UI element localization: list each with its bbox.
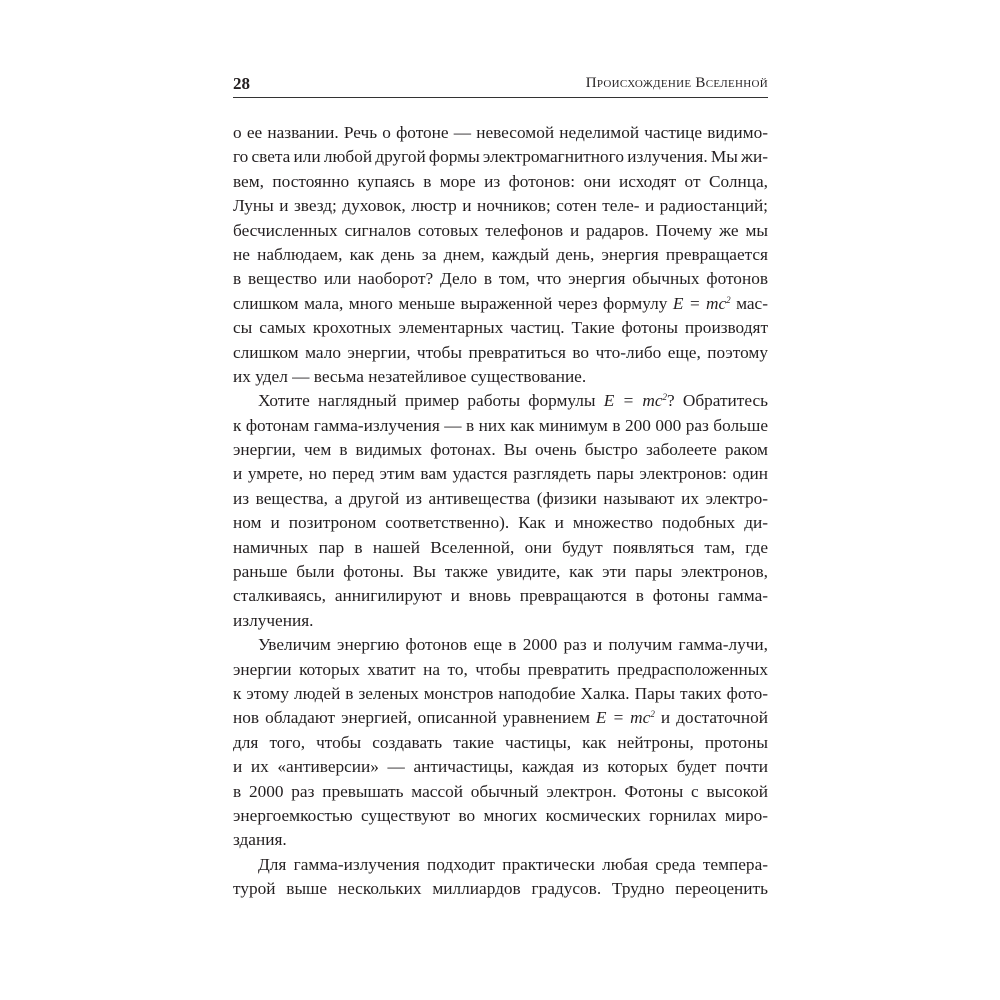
- formula-exponent: 2: [662, 392, 667, 403]
- body-text: [233, 121, 768, 902]
- formula: [673, 294, 731, 313]
- line-segment: и достаточной: [654, 708, 769, 728]
- text-line: [233, 389, 768, 413]
- text-line: раньше были фотоны. Вы также увидите, как эти пары электронов,: [233, 562, 768, 582]
- text-line: к этому людей в зеленых монстров наподобие Халка. Пары таких фото-: [233, 683, 768, 703]
- line-segment: мас-: [730, 293, 768, 313]
- line-segment: нов обладают энергией, описанной уравнением: [233, 708, 596, 728]
- text-line: Увеличим энергию фотонов еще в 2000 раз и получим гамма-лучи,: [258, 635, 768, 655]
- text-line: энергии, чем в видимых фотонах. Вы очень быстро заболеете раком: [233, 440, 768, 460]
- text-line: и их «антиверсии» — античастицы, каждая из которых будет почти: [233, 757, 768, 777]
- formula-exponent: 2: [650, 709, 655, 720]
- text-line: о ее названии. Речь о фотоне — невесомой неделимой частице видимо-: [233, 123, 768, 142]
- text-line: го света или любой другой формы электромагнитного излучения. Мы жи-: [233, 147, 768, 167]
- text-line: и умрете, но перед этим вам удастся разглядеть пары электронов: один: [233, 464, 768, 484]
- page-number: 28: [233, 74, 250, 93]
- running-header: [233, 74, 768, 96]
- text-line: сталкиваясь, аннигилируют и вновь превращаются в фотоны гамма-: [233, 586, 768, 606]
- text-line: к фотонам гамма-излучения — в них как минимум в 200 000 раз больше: [233, 415, 768, 435]
- formula: [604, 391, 667, 410]
- formula-base: E = mc: [595, 708, 651, 728]
- text-line: вем, постоянно купаясь в море из фотонов: они исходят от Солнца,: [233, 171, 768, 191]
- text-line: [233, 706, 768, 730]
- text-line: в вещество или наоборот? Дело в том, что энергия обычных фотонов: [233, 269, 768, 289]
- text-line: Луны и звезд; духовок, люстр и ночников; сотен теле- и радиостанций;: [233, 196, 768, 216]
- formula-base: E = mc: [672, 293, 727, 313]
- text-line: сы самых крохотных элементарных частиц. Такие фотоны производят: [233, 318, 768, 338]
- formula-base: E = mc: [603, 391, 663, 411]
- text-line: бесчисленных сигналов сотовых телефонов и радаров. Почему же мы: [233, 220, 768, 240]
- text-line: ном и позитроном соответственно). Как и множество подобных ди-: [233, 513, 768, 533]
- text-line: турой выше нескольких миллиардов градусов. Трудно переоценить: [233, 879, 768, 899]
- text-line: [233, 292, 768, 316]
- text-line: энергоемкостью существуют во многих космических горнилах миро-: [233, 805, 768, 825]
- formula: [596, 708, 655, 727]
- running-title: Происхождение Вселенной: [585, 75, 768, 91]
- formula-exponent: 2: [726, 294, 731, 305]
- text-line: намичных пар в нашей Вселенной, они будут появляться там, где: [233, 537, 768, 557]
- text-line: энергии которых хватит на то, чтобы превратить предрасположенных: [233, 659, 768, 679]
- line-segment: ? Обратитесь: [667, 391, 769, 411]
- text-line: Для гамма-излучения подходит практически любая среда темпера-: [258, 854, 768, 874]
- text-line: для того, чтобы создавать такие частицы, как нейтроны, протоны: [233, 732, 768, 752]
- text-line: из вещества, а другой из антивещества (физики называют их электро-: [233, 488, 768, 508]
- header-rule: [233, 97, 768, 98]
- text-line: их удел — весьма незатейливое существование.: [233, 366, 587, 386]
- line-segment: слишком мала, много меньше выраженной через формулу: [233, 293, 673, 313]
- text-line: здания.: [233, 830, 287, 850]
- text-line: в 2000 раз превышать массой обычный электрон. Фотоны с высокой: [233, 781, 768, 801]
- text-line: излучения.: [233, 610, 314, 630]
- line-segment: Хотите наглядный пример работы формулы: [258, 391, 604, 411]
- text-line: не наблюдаем, как день за днем, каждый день, энергия превращается: [233, 244, 768, 264]
- text-line: слишком мало энергии, чтобы превратиться во что-либо еще, поэтому: [233, 342, 768, 362]
